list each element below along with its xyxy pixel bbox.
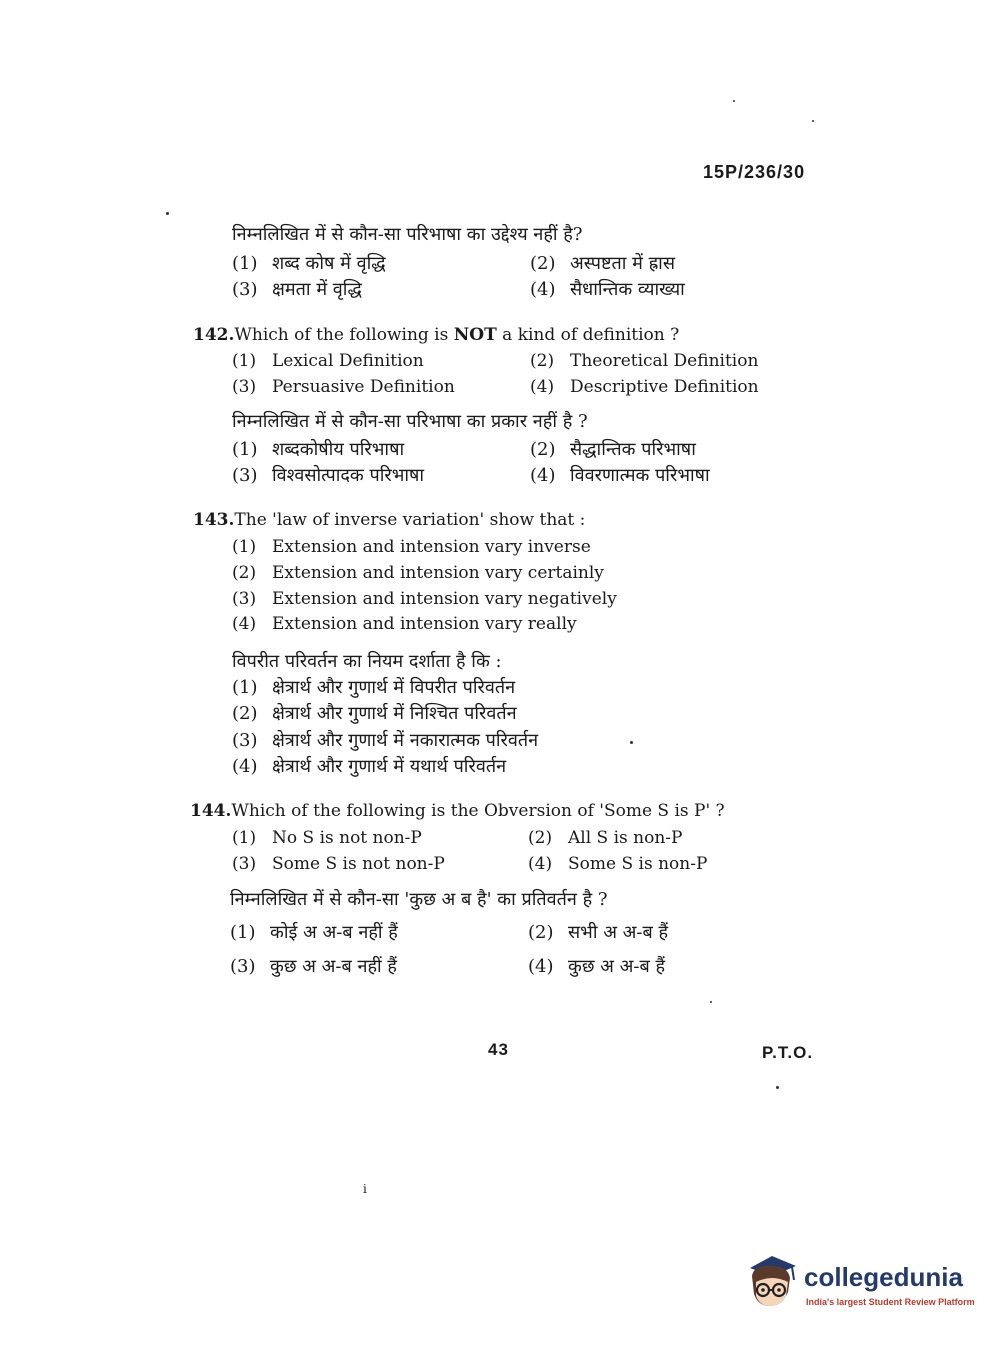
q142-hindi-option-1: (1) शब्दकोषीय परिभाषा: [232, 439, 405, 460]
q144-option-3: (3) Some S is not non-P: [232, 854, 445, 874]
q141-option-4: (4) सैधान्तिक व्याख्या: [530, 279, 685, 300]
page-number: 43: [488, 1040, 509, 1059]
collegedunia-mascot-icon: [742, 1252, 802, 1312]
scan-speck: [776, 1086, 779, 1089]
scan-speck: [733, 100, 735, 102]
q141-option-1: (1) शब्द कोष में वृद्धि: [232, 253, 386, 274]
scan-speck: [812, 120, 814, 122]
q142-hindi-option-3: (3) विश्वसोत्पादक परिभाषा: [232, 465, 425, 486]
q141-hindi-question: निम्नलिखित में से कौन-सा परिभाषा का उद्देश्य नहीं है?: [232, 224, 583, 245]
q144-hindi-option-2: (2) सभी अ अ-ब हैं: [528, 922, 669, 943]
q143-hindi-option-2: (2) क्षेत्रार्थ और गुणार्थ में निश्चित परिवर्तन: [232, 703, 517, 724]
q144-option-2: (2) All S is non-P: [528, 828, 683, 848]
q143-hindi-option-3: (3) क्षेत्रार्थ और गुणार्थ में नकारात्मक परिवर्तन: [232, 730, 539, 751]
q144-question: 144.Which of the following is the Obversion of 'Some S is P' ?: [190, 801, 725, 821]
q143-question: 143.The 'law of inverse variation' show that :: [193, 510, 586, 530]
q142-hindi-option-2: (2) सैद्धान्तिक परिभाषा: [530, 439, 696, 460]
q142-question: 142.Which of the following is NOT a kind of definition ?: [193, 325, 680, 345]
q144-hindi-question: निम्नलिखित में से कौन-सा 'कुछ अ ब है' का प्रतिवर्तन है ?: [230, 889, 608, 910]
q144-hindi-option-1: (1) कोई अ अ-ब नहीं हैं: [230, 922, 398, 943]
q141-option-3: (3) क्षमता में वृद्धि: [232, 279, 362, 300]
q144-option-1: (1) No S is not non-P: [232, 828, 422, 848]
stray-mark: i: [363, 1182, 367, 1196]
q143-hindi-option-4: (4) क्षेत्रार्थ और गुणार्थ में यथार्थ परिवर्तन: [232, 756, 507, 777]
scan-speck: [710, 1001, 712, 1003]
q142-option-1: (1) Lexical Definition: [232, 351, 424, 371]
q143-hindi-question: विपरीत परिवर्तन का नियम दर्शाता है कि :: [232, 651, 502, 672]
scan-speck: [630, 741, 633, 744]
q142-option-4: (4) Descriptive Definition: [530, 377, 759, 397]
q143-option-4: (4) Extension and intension vary really: [232, 614, 577, 634]
q141-option-2: (2) अस्पष्टता में ह्रास: [530, 253, 676, 274]
q144-hindi-option-3: (3) कुछ अ अ-ब नहीं हैं: [230, 956, 397, 977]
q143-option-2: (2) Extension and intension vary certainly: [232, 563, 604, 583]
q143-option-3: (3) Extension and intension vary negatively: [232, 589, 617, 609]
q142-hindi-option-4: (4) विवरणात्मक परिभाषा: [530, 465, 710, 486]
scan-speck: [166, 212, 169, 215]
q144-option-4: (4) Some S is non-P: [528, 854, 708, 874]
q143-option-1: (1) Extension and intension vary inverse: [232, 537, 591, 557]
q142-hindi-question: निम्नलिखित में से कौन-सा परिभाषा का प्रकार नहीं है ?: [232, 411, 588, 432]
watermark-tagline: India's largest Student Review Platform: [806, 1297, 975, 1307]
q142-option-2: (2) Theoretical Definition: [530, 351, 759, 371]
pto-label: P.T.O.: [762, 1043, 814, 1062]
paper-code: 15P/236/30: [703, 162, 806, 182]
q143-hindi-option-1: (1) क्षेत्रार्थ और गुणार्थ में विपरीत परिवर्तन: [232, 677, 516, 698]
watermark-brand: collegedunia: [804, 1262, 963, 1292]
q142-option-3: (3) Persuasive Definition: [232, 377, 455, 397]
q144-hindi-option-4: (4) कुछ अ अ-ब हैं: [528, 956, 666, 977]
